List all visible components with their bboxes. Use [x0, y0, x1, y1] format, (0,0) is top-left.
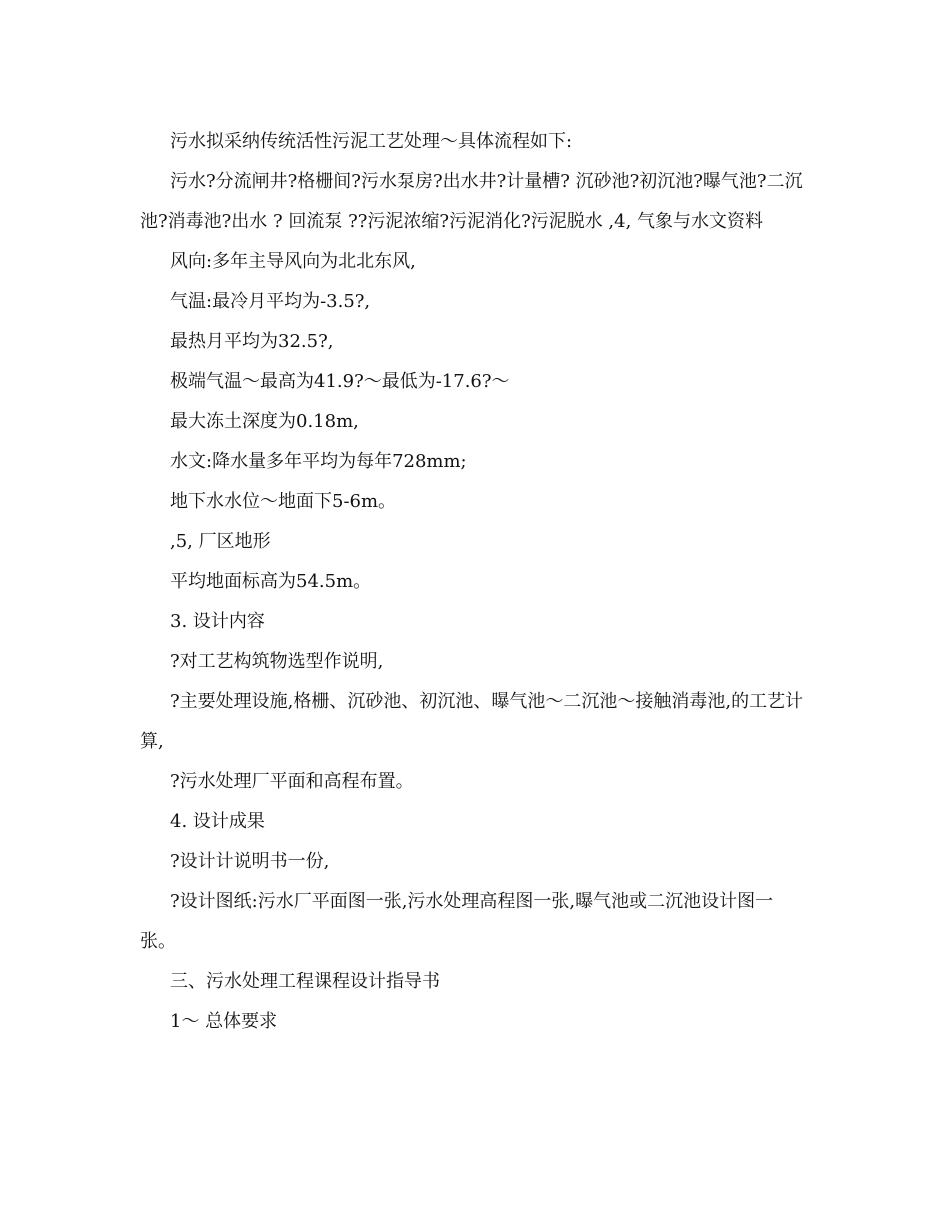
list-item-design-content-2: ?主要处理设施,格栅、沉砂池、初沉池、曝气池～二沉池～接触消毒池,的工艺计算, — [140, 691, 804, 752]
list-item-design-results-2: ?设计图纸:污水厂平面图一张,污水处理高程图一张,曝气池或二沉池设计图一张。 — [140, 891, 774, 952]
paragraph-frost-depth: 最大冻土深度为0.18m, — [170, 411, 359, 432]
paragraph-groundwater: 地下水水位～地面下5-6m。 — [170, 491, 397, 512]
list-item-design-content-1: ?对工艺构筑物选型作说明, — [170, 651, 384, 672]
document-body — [140, 122, 808, 1042]
heading-section-three: 三、污水处理工程课程设计指导书 — [170, 971, 440, 992]
paragraph-temp-extreme: 极端气温～最高为41.9?～最低为-17.6?～ — [170, 371, 510, 392]
paragraph-process-flow: 污水?分流闸井?格栅间?污水泵房?出水井?计量槽? 沉砂池?初沉池?曝气池?二沉池?消毒池?出水 ? 回流泵 ??污泥浓缩?污泥消化?污泥脱水 ,4, 气象与水文资料 — [140, 171, 803, 232]
paragraph-temp-coldest: 气温:最冷月平均为-3.5?, — [170, 291, 371, 312]
paragraph-wind: 风向:多年主导风向为北北东风, — [170, 251, 416, 272]
heading-design-content: 3. 设计内容 — [170, 611, 265, 632]
paragraph-process-intro: 污水拟采纳传统活性污泥工艺处理～具体流程如下: — [170, 131, 573, 152]
paragraph-elevation: 平均地面标高为54.5m。 — [170, 571, 372, 592]
heading-terrain: ,5, 厂区地形 — [170, 531, 271, 552]
list-item-design-content-3: ?污水处理厂平面和高程布置。 — [170, 771, 414, 792]
list-item-design-results-1: ?设计计说明书一份, — [170, 851, 330, 872]
paragraph-temp-hottest: 最热月平均为32.5?, — [170, 331, 334, 352]
paragraph-precipitation: 水文:降水量多年平均为每年728mm; — [170, 451, 467, 472]
heading-general-requirements: 1～ 总体要求 — [170, 1011, 278, 1032]
heading-design-results: 4. 设计成果 — [170, 811, 265, 832]
